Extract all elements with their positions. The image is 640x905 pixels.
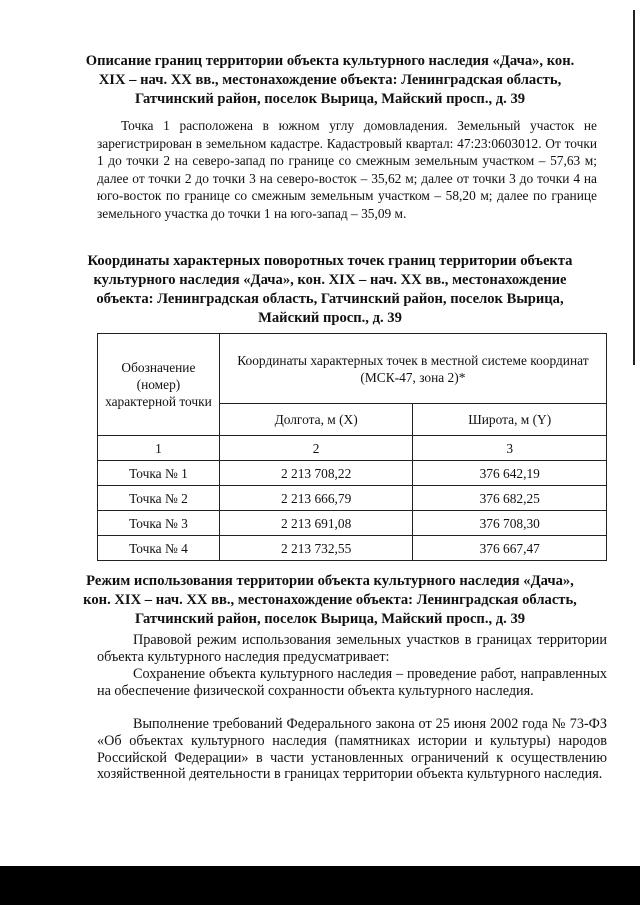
point-name: Точка № 1 [98, 461, 220, 486]
column-number: 3 [413, 436, 607, 461]
usage-paragraph: Сохранение объекта культурного наследия – проведение работ, направленных на обеспечение физической сохранности объекта культурного наследия. [97, 666, 607, 699]
point-latitude: 376 642,19 [413, 461, 607, 486]
point-longitude: 2 213 691,08 [219, 511, 413, 536]
point-latitude: 376 708,30 [413, 511, 607, 536]
point-latitude: 376 682,25 [413, 486, 607, 511]
section-title-boundaries: Описание границ территории объекта культурного наследия «Дача», кон. XIX – нач. XX вв., местонахождение объекта: Ленинградская область, Гатчинский район, поселок Вырица, Майский просп., д. 39 [85, 53, 575, 107]
scan-edge-line [633, 10, 635, 365]
usage-paragraph: Правовой режим использования земельных участков в границах территории объекта культурного наследия предусматривает: [97, 632, 607, 665]
table-row [98, 536, 607, 561]
col-header-designation: Обозначение (номер) характерной точки [98, 334, 220, 436]
point-latitude: 376 667,47 [413, 536, 607, 561]
point-name: Точка № 3 [98, 511, 220, 536]
col-header-latitude: Широта, м (Y) [413, 404, 607, 436]
section-title-usage-regime: Режим использования территории объекта культурного наследия «Дача», кон. XIX – нач. XX вв., местонахождение объекта: Ленинградская область, Гатчинский район, поселок Вырица, Майский просп., д. 39 [83, 573, 577, 627]
table-header-row [98, 334, 607, 404]
point-longitude: 2 213 666,79 [219, 486, 413, 511]
table-row [98, 486, 607, 511]
section-title-coordinates: Координаты характерных поворотных точек границ территории объекта культурного наследия «Дача», кон. XIX – нач. XX вв., местонахождение объекта: Ленинградская область, Гатчинский район, поселок Вырица, Майский просп., д. 39 [87, 253, 573, 326]
col-header-longitude: Долгота, м (X) [219, 404, 413, 436]
column-numbers-row [98, 436, 607, 461]
table-row [98, 461, 607, 486]
point-name: Точка № 2 [98, 486, 220, 511]
boundaries-paragraph: Точка 1 расположена в южном углу домовладения. Земельный участок не зарегистрирован в земельном кадастре. Кадастровый квартал: 47:23:0603012. От точки 1 до точки 2 на северо-запад по границе со смежным земельным участком – 57,63 м; далее от точки 2 до точки 3 на северо-восток – 35,62 м; далее от точки 3 до точки 4 на юго-восток по границе со смежным земельным участком – 58,20 м; далее по границе земельного участка до точки 1 на юго-запад – 35,09 м. [97, 118, 597, 221]
column-number: 2 [219, 436, 413, 461]
point-longitude: 2 213 708,22 [219, 461, 413, 486]
point-name: Точка № 4 [98, 536, 220, 561]
point-longitude: 2 213 732,55 [219, 536, 413, 561]
col-header-coordinates: Координаты характерных точек в местной системе координат (МСК-47, зона 2)* [219, 334, 606, 404]
column-number: 1 [98, 436, 220, 461]
table-row [98, 511, 607, 536]
usage-paragraph: Выполнение требований Федерального закона от 25 июня 2002 года № 73-ФЗ «Об объектах культурного наследия (памятниках истории и культуры) народов Российской Федерации» в части установленных ограничений к осуществлению хозяйственной деятельности в границах территории объекта культурного наследия. [97, 716, 607, 783]
coordinates-table [97, 333, 607, 561]
scan-bottom-bar [0, 866, 640, 905]
